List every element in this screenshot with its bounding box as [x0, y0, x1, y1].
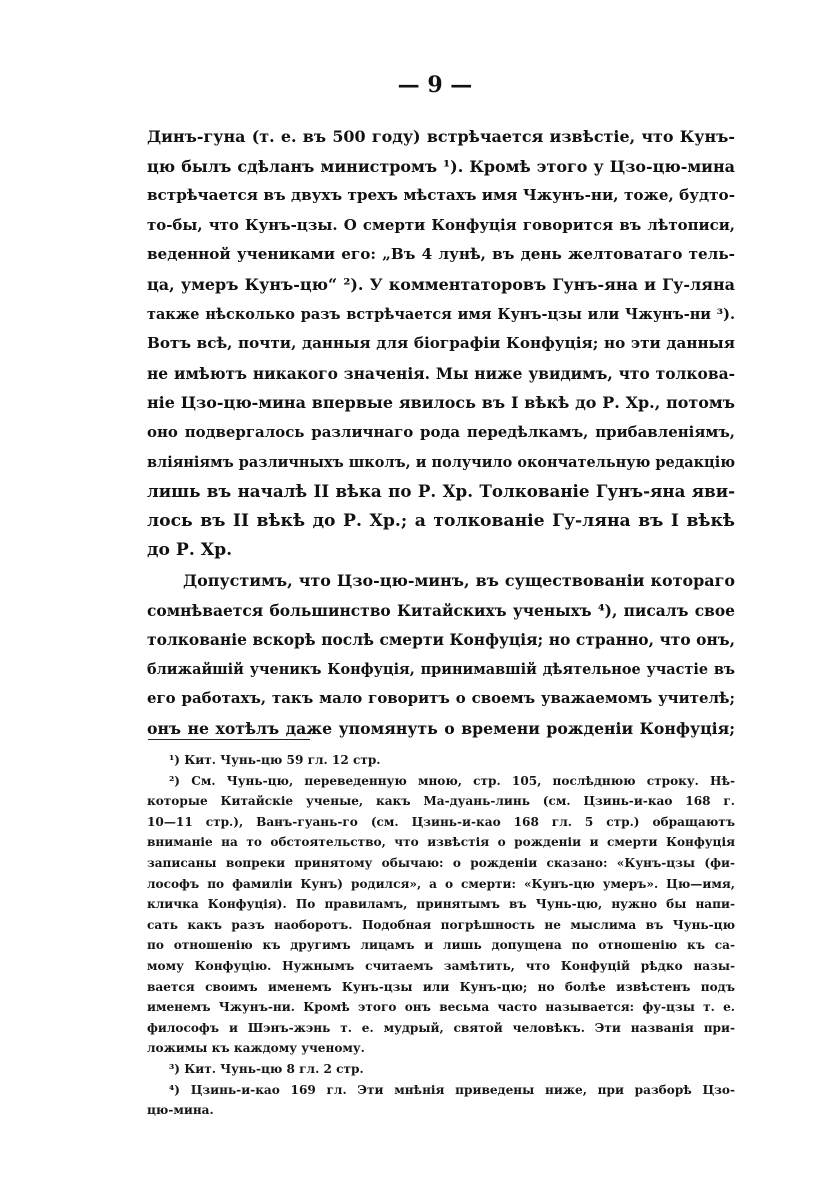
text-line: сомнѣвается большинство Китайскихъ ученыхъ ⁴), писалъ свое — [147, 600, 735, 620]
footnote-line: мому Конфуцію. Нужнымъ считаемъ замѣтить, что Конфуцій рѣдко назы- — [147, 958, 735, 973]
text-line: Допустимъ, что Цзо-цю-минъ, въ существованіи котораго — [183, 570, 735, 590]
footnote-line: философъ и Шэнъ-жэнь т. е. мудрый, святой человѣкъ. Эти названія при- — [147, 1020, 735, 1035]
text-line: ніе Цзо-цю-мина впервые явилось въ I вѣкѣ до Р. Хр., потомъ — [147, 393, 735, 413]
footnotes — [147, 750, 735, 1121]
footnote-line: именемъ Чжунъ-ни. Кромѣ этого онъ весьма часто называется: фу-цзы т. е. — [147, 1000, 735, 1015]
footnote-line: записаны вопреки принятому обычаю: о рожденіи сказано: «Кунъ-цзы (фи- — [147, 855, 735, 870]
footnote-line: лософъ по фамиліи Кунъ) родился», а о смерти: «Кунъ-цю умеръ». Цю—имя, — [147, 876, 735, 891]
text-line: лишь въ началѣ II вѣка по Р. Хр. Толкованіе Гунъ-яна яви- — [147, 481, 735, 502]
footnote-line: сать какъ разъ наоборотъ. Подобная погрѣшность не мыслима въ Чунь-цю — [147, 917, 735, 932]
page-number: — 9 — — [397, 72, 473, 98]
text-line: также нѣсколько разъ встрѣчается имя Кунъ-цзы или Чжунъ-ни ³). — [147, 305, 735, 323]
text-line: цю былъ сдѣланъ министромъ ¹). Кромѣ этого у Цзо-цю-мина — [147, 156, 735, 176]
footnote-line: вниманіе на то обстоятельство, что извѣстія о рожденіи и смерти Конфуція — [147, 835, 735, 850]
text-line: лось въ II вѣкѣ до Р. Хр.; а толкованіе Гу-ляна въ I вѣкѣ — [147, 510, 735, 531]
text-line: Динъ-гуна (т. е. въ 500 году) встрѣчается извѣстіе, что Кунъ- — [147, 127, 735, 146]
text-line: толкованіе вскорѣ послѣ смерти Конфуція; но странно, что онъ, — [147, 630, 735, 650]
footnote-line: ²) См. Чунь-цю, переведенную мною, стр. 105, послѣднюю строку. Нѣ- — [169, 773, 735, 788]
text-line: встрѣчается въ двухъ трехъ мѣстахъ имя Чжунъ-ни, тоже, будто- — [147, 186, 735, 205]
text-line: его работахъ, такъ мало говоритъ о своемъ уважаемомъ учителѣ; — [147, 689, 735, 708]
footnote-line: ³) Кит. Чунь-цю 8 гл. 2 стр. — [169, 1061, 364, 1076]
text-line: ближайшій ученикъ Конфуція, принимавшій дѣятельное участіе въ — [147, 660, 735, 678]
text-line: оно подвергалось различнаго рода передѣлкамъ, прибавленіямъ, — [147, 422, 735, 441]
footnote-divider — [148, 739, 310, 740]
text-line: онъ не хотѣлъ даже упомянуть о времени рожденіи Конфуція; — [147, 718, 735, 738]
text-line: вліяніямъ различныхъ школъ, и получило окончательную редакцію — [147, 453, 735, 471]
footnote-line: по отношенію къ другимъ лицамъ и лишь допущена по отношенію къ са- — [147, 938, 735, 953]
text-line: Вотъ всѣ, почти, данныя для біографіи Конфуція; но эти данныя — [147, 334, 735, 353]
text-line: то-бы, что Кунъ-цзы. О смерти Конфуція говорится въ лѣтописи, — [147, 215, 735, 234]
text-line: до Р. Хр. — [147, 540, 233, 561]
footnote-line: кличка Конфуція). По правиламъ, принятымъ въ Чунь-цю, нужно бы напи- — [147, 897, 735, 912]
text-line: ца, умеръ Кунъ-цю“ ²). У комментаторовъ Гунъ-яна и Гу-ляна — [147, 274, 735, 294]
text-line: не имѣютъ никакого значенія. Мы ниже увидимъ, что толкова- — [147, 363, 735, 383]
text-line: веденной учениками его: „Въ 4 лунѣ, въ день желтоватаго тель- — [147, 245, 735, 264]
footnote-line: ¹) Кит. Чунь-цю 59 гл. 12 стр. — [169, 753, 381, 767]
footnote-line: цю-мина. — [147, 1103, 214, 1118]
footnote-line: вается своимъ именемъ Кунъ-цзы или Кунъ-цю; но болѣе извѣстенъ подъ — [147, 979, 735, 994]
footnote-line: 10—11 стр.), Ванъ-гуань-го (см. Цзинь-и-као 168 гл. 5 стр.) обращаютъ — [147, 814, 735, 829]
footnote-line: ложимы къ каждому ученому. — [147, 1041, 365, 1056]
main-text — [147, 122, 735, 743]
footnote-line: которые Китайскіе ученые, какъ Ма-дуань-линь (см. Цзинь-и-као 168 г. — [147, 794, 735, 809]
footnote-line: ⁴) Цзинь-и-као 169 гл. Эти мнѣнія приведены ниже, при разборѣ Цзо- — [169, 1082, 735, 1097]
